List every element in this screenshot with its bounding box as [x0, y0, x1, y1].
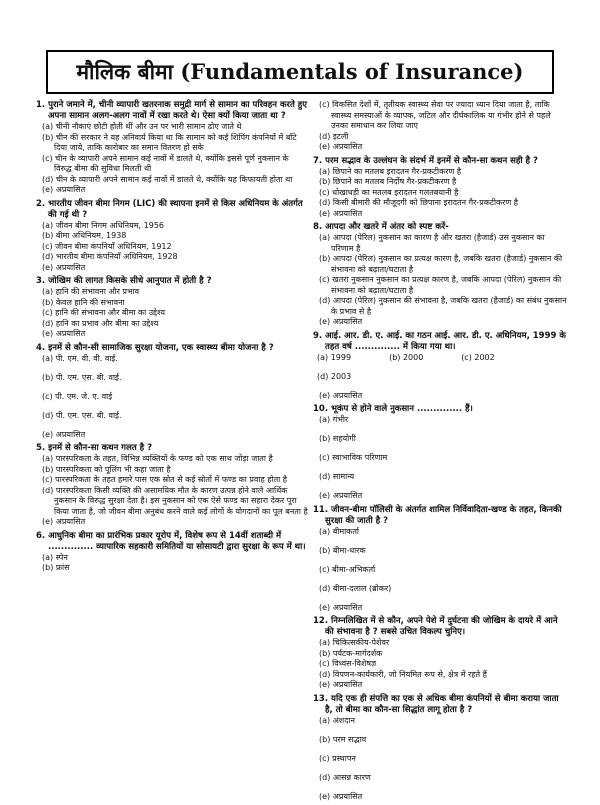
answer-option: (d) इटली: [319, 131, 349, 141]
answer-option: (e) अप्रयासित: [319, 208, 363, 218]
question-block: [313, 100, 568, 153]
answer-option: (d) आपदा (पेरिल) नुकसान की संभावना है, जबकि खतरा (हैजार्ड) का संबंध नुकसान के प्रभाव से है: [319, 296, 567, 316]
answer-option: (a) चीनी नौकाएं छोटी होती थीं और उन पर भारी सामान ढोए जाते थे: [42, 122, 242, 131]
answer-option: (e) अप्रयासित: [42, 517, 86, 526]
question-text: [36, 443, 308, 454]
answer-option: (e) अप्रयासित: [42, 185, 86, 194]
question-block: [313, 156, 568, 220]
question-text: [313, 694, 568, 716]
answer-option: (c) धोखाधड़ी का मतलब इरादतन गलतबयानी है: [319, 187, 459, 197]
question-block: [36, 343, 308, 441]
answer-option: (b) परम सद्भाव: [319, 734, 367, 744]
answer-option: (a) स्पेन: [42, 552, 68, 562]
answer-option: (e) अप्रयासित: [319, 680, 363, 689]
question-block: [36, 531, 308, 574]
answer-option: (a) बीमाकर्ता: [319, 526, 359, 536]
question-body: इनमें से कौन-सा कथन गलत है ?: [48, 443, 153, 453]
question-number: 13.: [313, 693, 329, 704]
answer-option: (c) हानि की संभावना और बीमा का उद्देश्य: [42, 308, 166, 317]
answer-option: (e) अप्रयासित: [319, 491, 363, 500]
answer-option: (c) जीवन बीमा कंपनियाँ अधिनियम, 1912: [42, 241, 172, 251]
question-body: यदि एक ही संपत्ति का एक से अधिक बीमा कंपनियों से बीमा कराया जाता है, तो बीमा का कौन-सा सिद्धांत लागू होता है ?: [325, 693, 559, 715]
answer-option: (a) आपदा (पेरिल) नुकसान का कारण है और खतरा (हैजार्ड) उस नुकसान का परिणाम है: [319, 233, 545, 253]
question-number: 9.: [313, 330, 323, 341]
answer-option: (b) बीमा अधिनियम, 1938: [42, 231, 127, 240]
question-body: पुराने जमाने में, चीनी व्यापारी खतरनाक समुद्री मार्ग से सामान का परिवहन करते हुए अपना सामान अलग-अलग नावों में रखा करते थे। ऐसा क्यों किया जाता था ?: [48, 100, 307, 121]
page-title: मौलिक बीमा (Fundamentals of Insurance): [46, 50, 554, 94]
question-number: 6.: [36, 530, 46, 541]
answer-option: (d) बीमा-दलाल (ब्रोकर): [319, 583, 392, 593]
question-text: [313, 156, 568, 167]
question-block: [313, 616, 568, 691]
answer-option: (d) पारस्परिकता किसी व्यक्ति की असामयिक मौत के कारण उत्पन्न होने वाले आर्थिक नुकसान के विरुद्ध सुरक्षा देता है। इस नुकसान को एक ऐसे फण्ड का सहारा देकर पूरा किया जाता है, जो जीवन बीमा अनुबंध करने वाले कई लोगों के योगदानों का पूल बनता है: [42, 485, 308, 516]
answer-option: (b) छिपाने का मतलब निर्दोष गैर-प्रकटीकरण है: [319, 177, 457, 186]
question-text: [313, 404, 568, 415]
question-block: [313, 404, 568, 502]
question-number: 11.: [313, 504, 329, 515]
answer-option: (b) चीन की सरकार ने यह अनिवार्य किया था कि सामान को कई शिपिंग कंपनियों में बाँटे दिया जाये, ताकि कारोबार का समान वितरण हो सके: [42, 132, 297, 152]
answer-option: (a) अंशदान: [319, 715, 355, 725]
answer-option: (a) पी. एम. वी. वी. वाई.: [42, 353, 118, 363]
question-text: [36, 276, 308, 287]
question-body: भूकंप से होने वाले नुकसान .............. हैं।: [331, 404, 473, 414]
question-number: 5.: [36, 443, 46, 453]
answer-option: (a) गंभीर: [319, 415, 349, 424]
question-number: 7.: [313, 155, 323, 166]
answer-option: (c) विकसित देशों में, तृतीयक स्वास्थ्य सेवा पर ज्यादा ध्यान दिया जाता है, ताकि स्वास्थ्य समस्याओं के व्यापक, जटिल और दीर्घकालिक या गंभीर होने से पहले उनका समाधान कर लिया जाए: [319, 100, 551, 130]
answer-option: (d) 2003: [317, 371, 352, 381]
answer-option: (e) अप्रयासित: [319, 142, 363, 151]
answer-option: (e) अप्रयासित: [42, 329, 86, 338]
left-column: [36, 100, 308, 577]
answer-option: (d) हानि का प्रभाव और बीमा का उद्देश्य: [42, 318, 159, 328]
question-body: आई. आर. डी. ए. आई. का गठन आई. आर. डी. ए. अधिनियम, 1999 के तहत वर्ष .............. में किया गया था।: [325, 330, 566, 352]
question-number: 8.: [313, 222, 323, 232]
question-block: [313, 505, 568, 614]
answer-option: (b) सहयोगी: [319, 434, 356, 443]
question-text: [36, 343, 308, 354]
answer-option: (e) अप्रयासित: [319, 791, 363, 801]
answer-option: (d) विपणन-कार्यकारी, जो नियमित रूप से, क्षेत्र में रहते हैं: [319, 669, 487, 679]
question-text: [36, 531, 308, 553]
answer-option: (a) छिपाने का मतलब इरादतन गैर-प्रकटीकरण है: [319, 166, 462, 176]
answer-option: (e) अप्रयासित: [42, 262, 86, 272]
question-body: परम सद्भाव के उल्लंघन के संदर्भ में इनमें से कौन-सा कथन सही है ?: [325, 155, 538, 166]
question-block: [36, 443, 308, 528]
question-body: आपदा और खतरे में अंतर को स्पष्ट करें-: [325, 222, 449, 232]
answer-option: (a) पारस्परिकता के तहत, विभिन्न व्यक्तियों के फण्ड को एक साथ जोड़ा जाता है: [42, 454, 273, 463]
answer-option: (e) अप्रयासित: [42, 429, 86, 439]
question-block: [313, 222, 568, 328]
question-block: [36, 199, 308, 274]
answer-option: (d) आसन्न कारण: [319, 772, 371, 782]
question-body: जोखिम की लागत किसके सीधे आनुपात में होती है ?: [48, 276, 212, 286]
question-block: [36, 100, 308, 196]
question-text: [36, 100, 308, 122]
answer-option: (c) स्वाभाविक परिणाम: [319, 453, 388, 462]
answer-option: (a) जीवन बीमा निगम अधिनियम, 1956: [42, 220, 164, 230]
answer-option: (b) पर्यटक-मार्गदर्शक: [319, 648, 383, 658]
answer-option: (a) 1999: [317, 352, 352, 362]
answer-option: (c) बीमा-अभिकर्ता: [319, 564, 376, 574]
answer-option: (c) 2002: [461, 352, 495, 362]
question-text: [36, 199, 308, 221]
question-number: 3.: [36, 276, 46, 286]
question-text: [313, 616, 568, 638]
answer-option: (b) आपदा (पेरिल) नुकसान का प्रत्यक्ष कारण है, जबकि खतरा (हैजार्ड) नुकसान की संभावना को बढ़ाता/घटाता है: [319, 254, 563, 274]
answer-option: (a) हानि की संभावना और प्रभाव: [42, 287, 140, 296]
question-number: 2.: [36, 198, 46, 209]
answer-option: (b) केवल हानि की संभावना: [42, 297, 125, 307]
answer-option: (d) सामान्य: [319, 472, 355, 481]
question-number: 1.: [36, 100, 46, 110]
question-number: 4.: [36, 342, 46, 353]
right-column: [313, 100, 568, 805]
answer-option: (b) बीमा-धारक: [319, 545, 366, 555]
answer-option: (d) किसी बीमारी की मौजूदगी को छिपाना इरादतन गैर-प्रकटीकरण है: [319, 198, 519, 207]
answer-option: (d) भारतीय बीमा कंपनियाँ अधिनियम, 1928: [42, 252, 178, 261]
answer-option: (e) अप्रयासित: [319, 602, 363, 612]
answer-option: (e) अप्रयासित: [319, 390, 363, 400]
answer-option: (d) चीन के व्यापारी अपने सामान कई नावों में डालते थे, क्योंकि यह किफायती होता था: [42, 174, 293, 184]
answer-option: (c) प्रस्थापन: [319, 753, 356, 763]
answer-option: (b) पी. एम. एस. बी. वाई.: [42, 372, 122, 382]
question-body: भारतीय जीवन बीमा निगम (LIC) की स्थापना इनमें से किस अधिनियम के अंतर्गत की गई थी ?: [48, 198, 303, 220]
question-body: निम्नलिखित में से कौन, अपने पेशे में दुर्घटना की जोखिम के दायरे में आने की संभावना है ? सबसे उचित विकल्प चुनिए।: [325, 616, 558, 637]
question-body: इनमें से कौन-सी सामाजिक सुरक्षा योजना, एक स्वास्थ्य बीमा योजना है ?: [48, 342, 274, 353]
answer-option: (b) पारस्परिकता को पूलिंग भी कहा जाता है: [42, 464, 171, 474]
answer-option: (b) 2000: [389, 352, 424, 362]
question-block: [36, 276, 308, 340]
answer-option: (a) चिकित्सकीय-पेशेवर: [319, 638, 390, 647]
answer-option: (c) पी. एम. जे. ए. वाई: [42, 391, 113, 401]
question-block: [313, 331, 568, 402]
question-block: [313, 694, 568, 803]
answer-option: (e) अप्रयासित: [319, 317, 363, 326]
question-text: [313, 222, 568, 233]
answer-option: (d) पी. एम. एस. बी. वाई.: [42, 410, 122, 420]
question-body: जीवन-बीमा पॉलिसी के अंतर्गत शामिल निर्विवादिता-खण्ड के तहत, किनकी सुरक्षा की जाती है ?: [325, 504, 562, 526]
answer-option: (c) खतरा नुकसान नुकसान का प्रत्यक्ष कारण है, जबकि आपदा (पेरिल) नुकसान की संभावना को बढ़ाता/घटाता है: [319, 275, 562, 295]
answer-option: (c) पारस्परिकता के तहत हमारे पास एक स्रोत से कई स्रोतों में फण्ड का प्रवाह होता है: [42, 475, 288, 484]
question-number: 12.: [313, 616, 329, 626]
question-text: [313, 331, 568, 353]
answer-option: (c) विध्वंस-विशेषज्ञ: [319, 659, 377, 668]
question-number: 10.: [313, 404, 329, 414]
answer-option: (b) फ्रांस: [42, 563, 70, 572]
question-text: [313, 505, 568, 527]
question-body: आधुनिक बीमा का प्रारंभिक प्रकार यूरोप में, विशेष रूप से 14वीं शताब्दी में .............. व्यापारिक सहकारी समितियों या सोसायटी द्वारा सुरक्षा के रूप में था।: [48, 530, 306, 552]
answer-option: (c) चीन के व्यापारी अपने सामान कई नावों में डालते थे, क्योंकि इससे पूर्ण नुकसान के विरुद्ध बीमा की सुविधा मिलती थी: [42, 153, 289, 173]
